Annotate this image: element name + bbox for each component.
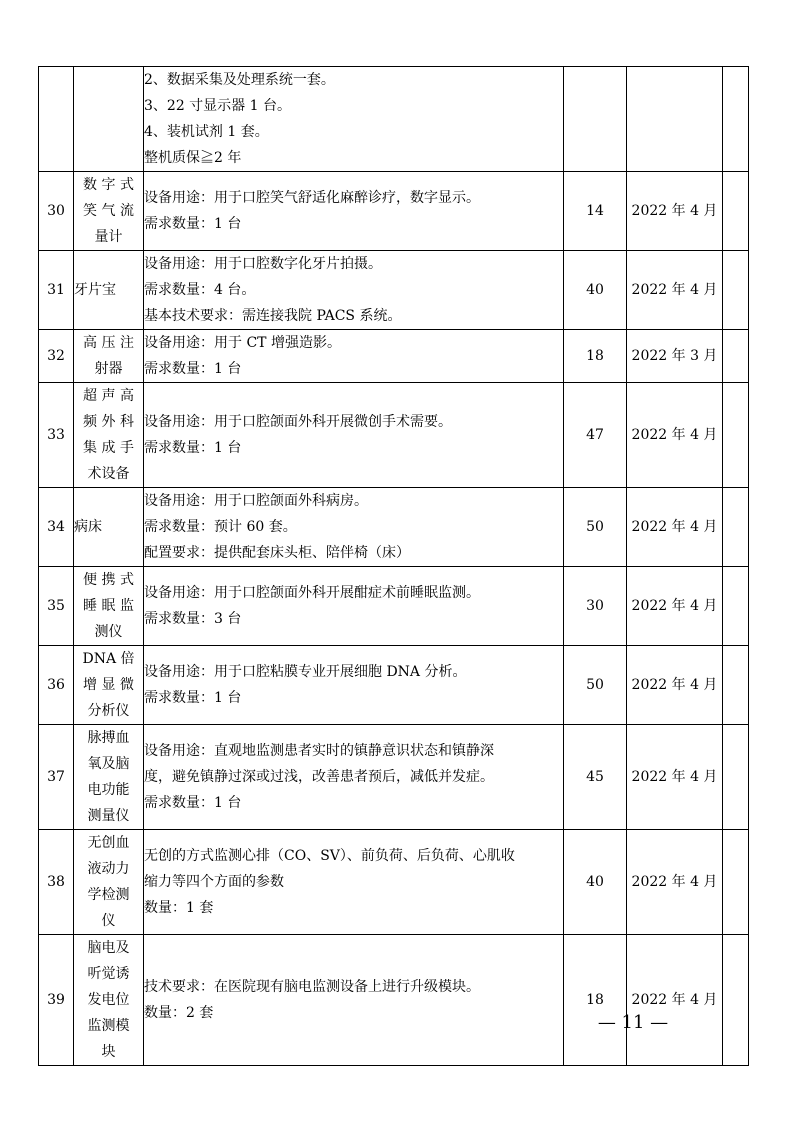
item-description	[144, 725, 564, 830]
item-date: 2022 年 4 月	[627, 567, 723, 646]
item-number: 38	[39, 830, 74, 935]
item-description	[144, 646, 564, 725]
item-amount: 30	[564, 567, 627, 646]
desc-line: 缩力等四个方面的参数	[144, 874, 284, 890]
remark-cell	[723, 67, 749, 172]
amount-cell	[564, 67, 627, 172]
item-number: 31	[39, 251, 74, 330]
desc-line: 需求数量：3 台	[144, 611, 242, 627]
item-date: 2022 年 4 月	[627, 935, 723, 1066]
item-description	[144, 330, 564, 383]
item-name-cell	[74, 646, 144, 725]
item-name: 无创血 液动力 学检测 仪	[87, 835, 130, 929]
item-name: 数 字 式 笑 气 流 量计	[83, 177, 134, 245]
item-amount: 50	[564, 646, 627, 725]
desc-line: 数量：2 套	[144, 1005, 214, 1021]
item-name: 病床	[74, 519, 102, 535]
item-amount: 40	[564, 251, 627, 330]
item-name: 便 携 式 睡 眠 监 测仪	[83, 572, 134, 640]
item-description	[144, 488, 564, 567]
desc-line: 需求数量：1 台	[144, 690, 242, 706]
item-remark	[723, 935, 749, 1066]
item-remark	[723, 330, 749, 383]
desc-line: 设备用途：用于口腔颌面外科开展酣症术前睡眠监测。	[144, 585, 480, 601]
item-name-cell	[74, 567, 144, 646]
item-date: 2022 年 4 月	[627, 488, 723, 567]
table-row	[39, 330, 749, 383]
item-number: 33	[39, 383, 74, 488]
item-date: 2022 年 4 月	[627, 383, 723, 488]
desc-line: 基本技术要求：需连接我院 PACS 系统。	[144, 308, 402, 324]
desc-line: 设备用途：用于口腔粘膜专业开展细胞 DNA 分析。	[144, 664, 467, 680]
item-remark	[723, 567, 749, 646]
item-number: 35	[39, 567, 74, 646]
name-cell	[74, 67, 144, 172]
desc-line: 设备用途：直观地监测患者实时的镇静意识状态和镇静深	[144, 743, 494, 759]
item-name-cell	[74, 172, 144, 251]
item-name-cell	[74, 935, 144, 1066]
desc-line: 设备用途：用于口腔数字化牙片拍摄。	[144, 256, 382, 272]
desc-line: 设备用途：用于口腔笑气舒适化麻醉诊疗，数字显示。	[144, 190, 480, 206]
item-remark	[723, 251, 749, 330]
desc-line: 数量：1 套	[144, 900, 214, 916]
item-remark	[723, 725, 749, 830]
item-remark	[723, 646, 749, 725]
table-row	[39, 646, 749, 725]
table-row-continuation	[39, 67, 749, 172]
item-date: 2022 年 4 月	[627, 172, 723, 251]
item-remark	[723, 830, 749, 935]
item-name: 牙片宝	[74, 282, 116, 298]
item-description	[144, 172, 564, 251]
date-cell	[627, 67, 723, 172]
item-number: 30	[39, 172, 74, 251]
desc-line: 3、22 寸显示器 1 台。	[144, 98, 291, 114]
item-number: 37	[39, 725, 74, 830]
item-name-cell	[74, 488, 144, 567]
item-number: 34	[39, 488, 74, 567]
item-number: 36	[39, 646, 74, 725]
item-description	[144, 830, 564, 935]
desc-line: 需求数量：4 台。	[144, 282, 256, 298]
table-row	[39, 830, 749, 935]
table-row	[39, 488, 749, 567]
item-amount: 50	[564, 488, 627, 567]
item-name-cell	[74, 830, 144, 935]
desc-line: 需求数量：1 台	[144, 440, 242, 456]
item-amount: 45	[564, 725, 627, 830]
item-name-cell	[74, 725, 144, 830]
item-remark	[723, 488, 749, 567]
desc-line: 度，避免镇静过深或过浅，改善患者预后，减低并发症。	[144, 769, 494, 785]
item-date: 2022 年 4 月	[627, 725, 723, 830]
item-description	[144, 251, 564, 330]
item-name: 超 声 高 频 外 科 集 成 手 术设备	[83, 388, 134, 482]
table-row	[39, 251, 749, 330]
item-amount: 40	[564, 830, 627, 935]
item-number: 39	[39, 935, 74, 1066]
item-date: 2022 年 4 月	[627, 830, 723, 935]
item-description	[144, 935, 564, 1066]
desc-line: 整机质保≧2 年	[144, 150, 242, 166]
item-amount: 47	[564, 383, 627, 488]
item-name-cell	[74, 330, 144, 383]
item-amount: 18	[564, 330, 627, 383]
table-row	[39, 725, 749, 830]
desc-line: 需求数量：1 台	[144, 216, 242, 232]
desc-line: 2、数据采集及处理系统一套。	[144, 72, 335, 88]
item-date: 2022 年 4 月	[627, 646, 723, 725]
table-row	[39, 935, 749, 1066]
item-amount: 18	[564, 935, 627, 1066]
item-name-cell	[74, 383, 144, 488]
desc-line: 配置要求：提供配套床头柜、陪伴椅（床）	[144, 545, 410, 561]
item-date: 2022 年 4 月	[627, 251, 723, 330]
item-name: 脉搏血 氧及脑 电功能 测量仪	[87, 730, 130, 824]
desc-cell	[144, 67, 564, 172]
item-date: 2022 年 3 月	[627, 330, 723, 383]
desc-line: 需求数量：预计 60 套。	[144, 519, 297, 535]
desc-line: 需求数量：1 台	[144, 361, 242, 377]
item-name: 脑电及 听觉诱 发电位 监测模 块	[87, 940, 130, 1060]
item-description	[144, 567, 564, 646]
item-number: 32	[39, 330, 74, 383]
table-row	[39, 567, 749, 646]
table-row	[39, 172, 749, 251]
equipment-table	[38, 66, 749, 1066]
desc-line: 设备用途：用于口腔颌面外科病房。	[144, 493, 368, 509]
item-description	[144, 383, 564, 488]
no-cell	[39, 67, 74, 172]
item-amount: 14	[564, 172, 627, 251]
item-name-cell	[74, 251, 144, 330]
item-remark	[723, 172, 749, 251]
desc-line: 设备用途：用于 CT 增强造影。	[144, 335, 341, 351]
item-name: DNA 倍 增 显 微 分析仪	[82, 651, 135, 719]
page-number: — 11 —	[597, 1012, 669, 1033]
table-row	[39, 383, 749, 488]
desc-line: 4、装机试剂 1 套。	[144, 124, 269, 140]
desc-line: 无创的方式监测心排（CO、SV）、前负荷、后负荷、心肌收	[144, 848, 515, 864]
desc-line: 需求数量：1 台	[144, 795, 242, 811]
item-remark	[723, 383, 749, 488]
desc-line: 设备用途：用于口腔颌面外科开展微创手术需要。	[144, 414, 452, 430]
desc-line: 技术要求：在医院现有脑电监测设备上进行升级模块。	[144, 979, 480, 995]
item-name: 高 压 注 射器	[83, 335, 134, 377]
